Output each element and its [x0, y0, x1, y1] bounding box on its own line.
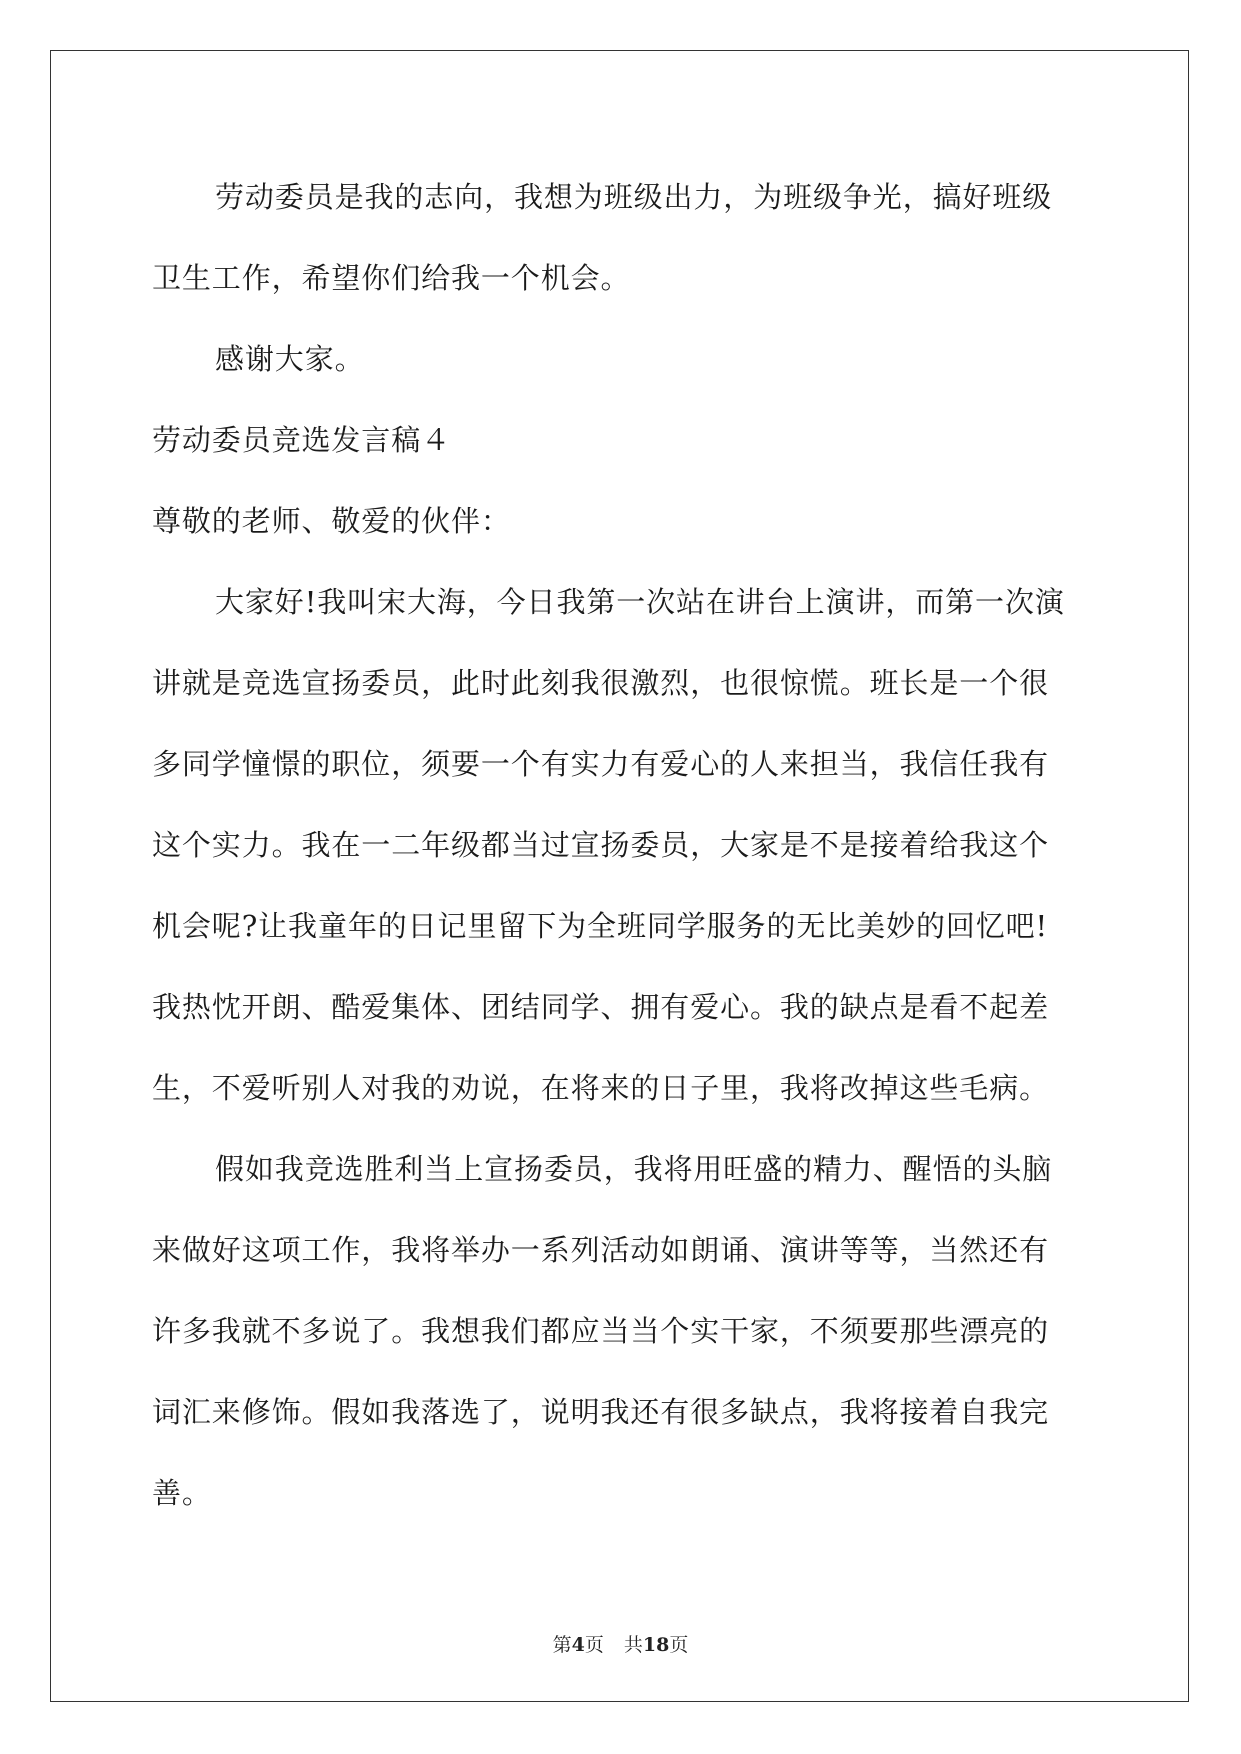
paragraph-line: 多同学憧憬的职位，须要一个有实力有爱心的人来担当，我信任我有 [152, 747, 1050, 781]
total-pages: 18 [642, 1634, 670, 1656]
paragraph-line: 感谢大家。 [215, 342, 365, 376]
total-suffix: 页 [669, 1634, 689, 1656]
page-suffix: 页 [584, 1634, 604, 1656]
page-number: 4 [571, 1634, 585, 1656]
paragraph-line: 机会呢?让我童年的日记里留下为全班同学服务的无比美妙的回忆吧! [152, 909, 1049, 943]
paragraph-line: 劳动委员是我的志向，我想为班级出力，为班级争光，搞好班级 [215, 180, 1053, 214]
page-footer [0, 1633, 1241, 1657]
section-heading: 劳动委员竞选发言稿４ [152, 423, 452, 457]
paragraph-line: 假如我竞选胜利当上宣扬委员，我将用旺盛的精力、醒悟的头脑 [215, 1152, 1053, 1186]
paragraph-line: 词汇来修饰。假如我落选了，说明我还有很多缺点，我将接着自我完 [152, 1395, 1050, 1429]
paragraph-line: 卫生工作，希望你们给我一个机会。 [152, 261, 631, 295]
paragraph-line: 善。 [152, 1476, 212, 1510]
document-body [152, 157, 1088, 1534]
paragraph-line: 大家好!我叫宋大海，今日我第一次站在讲台上演讲，而第一次演 [215, 585, 1065, 619]
paragraph-line: 生，不爱听别人对我的劝说，在将来的日子里，我将改掉这些毛病。 [152, 1071, 1050, 1105]
total-prefix: 共 [623, 1634, 643, 1656]
paragraph-line: 来做好这项工作，我将举办一系列活动如朗诵、演讲等等，当然还有 [152, 1233, 1050, 1267]
salutation: 尊敬的老师、敬爱的伙伴： [152, 504, 511, 538]
page-prefix: 第 [552, 1634, 572, 1656]
paragraph-line: 我热忱开朗、酷爱集体、团结同学、拥有爱心。我的缺点是看不起差 [152, 990, 1050, 1024]
paragraph-line: 这个实力。我在一二年级都当过宣扬委员，大家是不是接着给我这个 [152, 828, 1050, 862]
paragraph-line: 许多我就不多说了。我想我们都应当当个实干家，不须要那些漂亮的 [152, 1314, 1050, 1348]
paragraph-line: 讲就是竞选宣扬委员，此时此刻我很激烈，也很惊慌。班长是一个很 [152, 666, 1050, 700]
